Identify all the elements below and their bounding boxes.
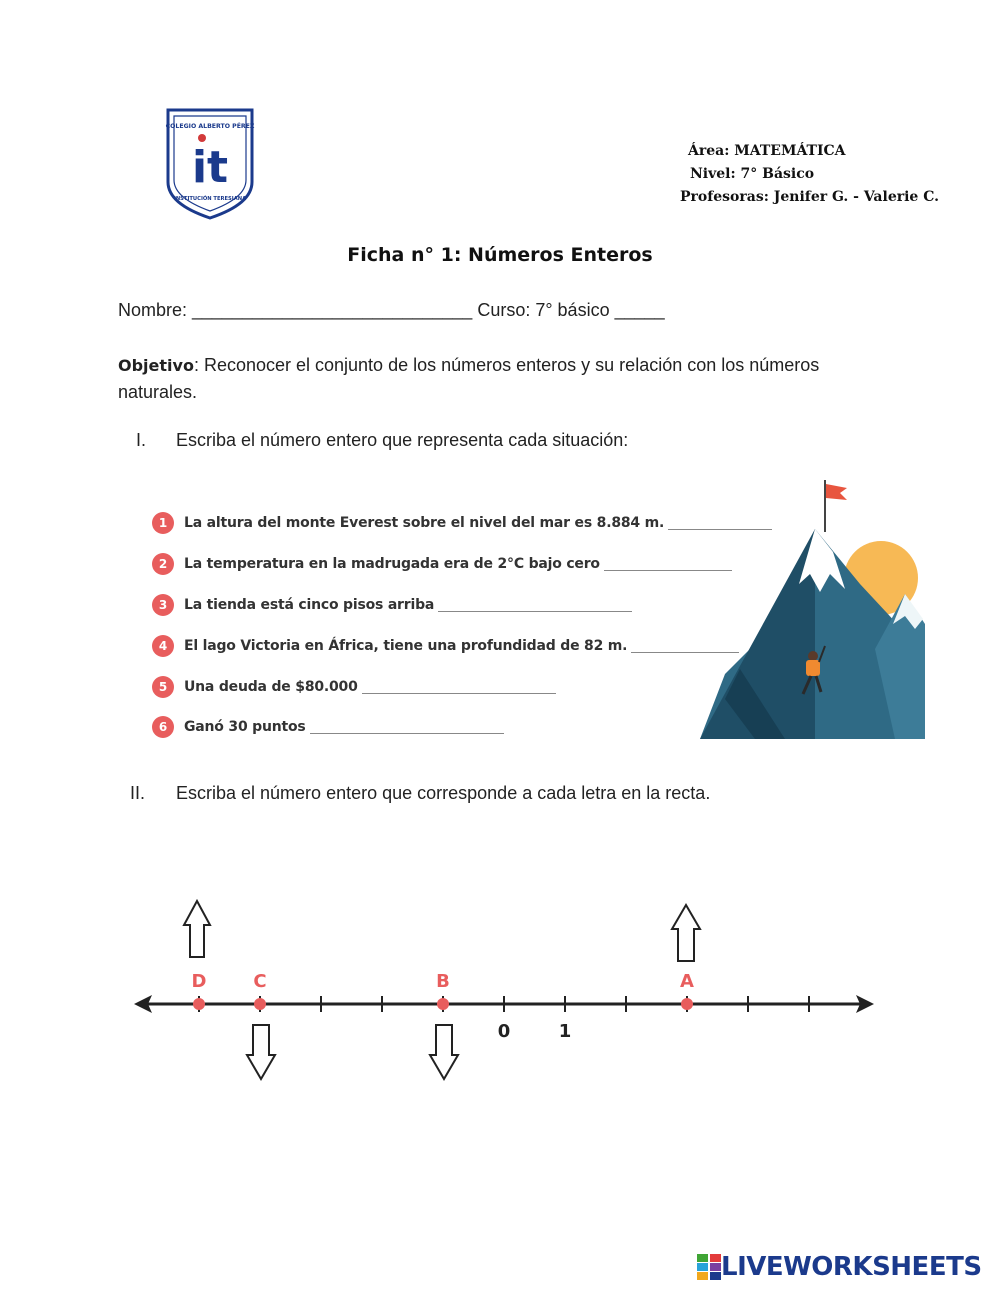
item-number-badge: 5: [152, 676, 174, 698]
section-2-number: II.: [130, 783, 146, 803]
item-text: Una deuda de $80.000: [184, 679, 358, 695]
up-arrow-icon: [184, 901, 210, 957]
list-item: [152, 714, 504, 740]
number-line: [130, 895, 880, 1095]
item-number-badge: 1: [152, 512, 174, 534]
school-logo: [160, 104, 260, 224]
list-item: [152, 633, 739, 659]
section-2-instruction: Escriba el número entero que corresponde a cada letra en la recta.: [176, 783, 711, 803]
answer-blank[interactable]: [438, 597, 632, 612]
logo-monogram: it: [191, 142, 229, 193]
header-info: [680, 140, 940, 209]
mountain-illustration: [695, 474, 930, 744]
section-1-instruction: Escriba el número entero que representa cada situación:: [176, 430, 629, 450]
list-item: [152, 510, 772, 536]
down-arrow-icon: [430, 1025, 458, 1079]
item-number-badge: 3: [152, 594, 174, 616]
objective: [118, 352, 898, 405]
logo-text-bottom: INSTITUCIÓN TERESIANA: [173, 196, 247, 202]
list-item: [152, 592, 632, 618]
letter-a: A: [680, 971, 694, 992]
item-text: La temperatura en la madrugada era de 2°C bajo cero: [184, 556, 600, 572]
nivel-label: Nivel: 7° Básico: [690, 166, 815, 182]
letter-b: B: [436, 971, 450, 992]
climber-icon: [806, 660, 820, 676]
objective-label: Objetivo: [118, 356, 194, 375]
list-item: [152, 674, 556, 700]
point-b: [437, 998, 449, 1010]
student-info-line: Nombre: ____________________________ Curso: 7° básico _____: [118, 300, 665, 320]
list-item: [152, 551, 732, 577]
section-1-heading: [136, 430, 628, 451]
up-arrow-icon: [672, 905, 700, 961]
point-c: [254, 998, 266, 1010]
tick-label-0: 0: [497, 1021, 511, 1042]
item-text: El lago Victoria en África, tiene una profundidad de 82 m.: [184, 638, 628, 654]
objective-text: : Reconocer el conjunto de los números enteros y su relación con los números naturales.: [118, 355, 820, 402]
down-arrow-icon: [247, 1025, 275, 1079]
item-number-badge: 4: [152, 635, 174, 657]
tick-label-1: 1: [558, 1021, 572, 1042]
letter-c: C: [253, 971, 267, 992]
item-text: La tienda está cinco pisos arriba: [184, 597, 435, 613]
letter-d: D: [191, 971, 207, 992]
footer-brand: LIVEWORKSHEETS: [721, 1252, 982, 1282]
answer-blank[interactable]: [310, 719, 504, 734]
point-d: [193, 998, 205, 1010]
flag-icon: [826, 484, 847, 500]
section-2-heading: [130, 783, 710, 804]
item-text: La altura del monte Everest sobre el nivel del mar es 8.884 m.: [184, 515, 665, 531]
section-1-number: I.: [136, 430, 147, 450]
area-label: Área: MATEMÁTICA: [688, 143, 846, 159]
item-number-badge: 2: [152, 553, 174, 575]
worksheet-title: Ficha n° 1: Números Enteros: [347, 244, 653, 266]
answer-blank[interactable]: [362, 679, 556, 694]
profesoras-label: Profesoras: Jenifer G. - Valerie C.: [680, 189, 939, 205]
point-a: [681, 998, 693, 1010]
item-number-badge: 6: [152, 716, 174, 738]
logo-text-top: COLEGIO ALBERTO PÉREZ: [165, 123, 255, 130]
liveworksheets-logo[interactable]: [697, 1252, 982, 1282]
item-text: Ganó 30 puntos: [184, 719, 306, 735]
liveworksheets-icon: [697, 1254, 721, 1280]
